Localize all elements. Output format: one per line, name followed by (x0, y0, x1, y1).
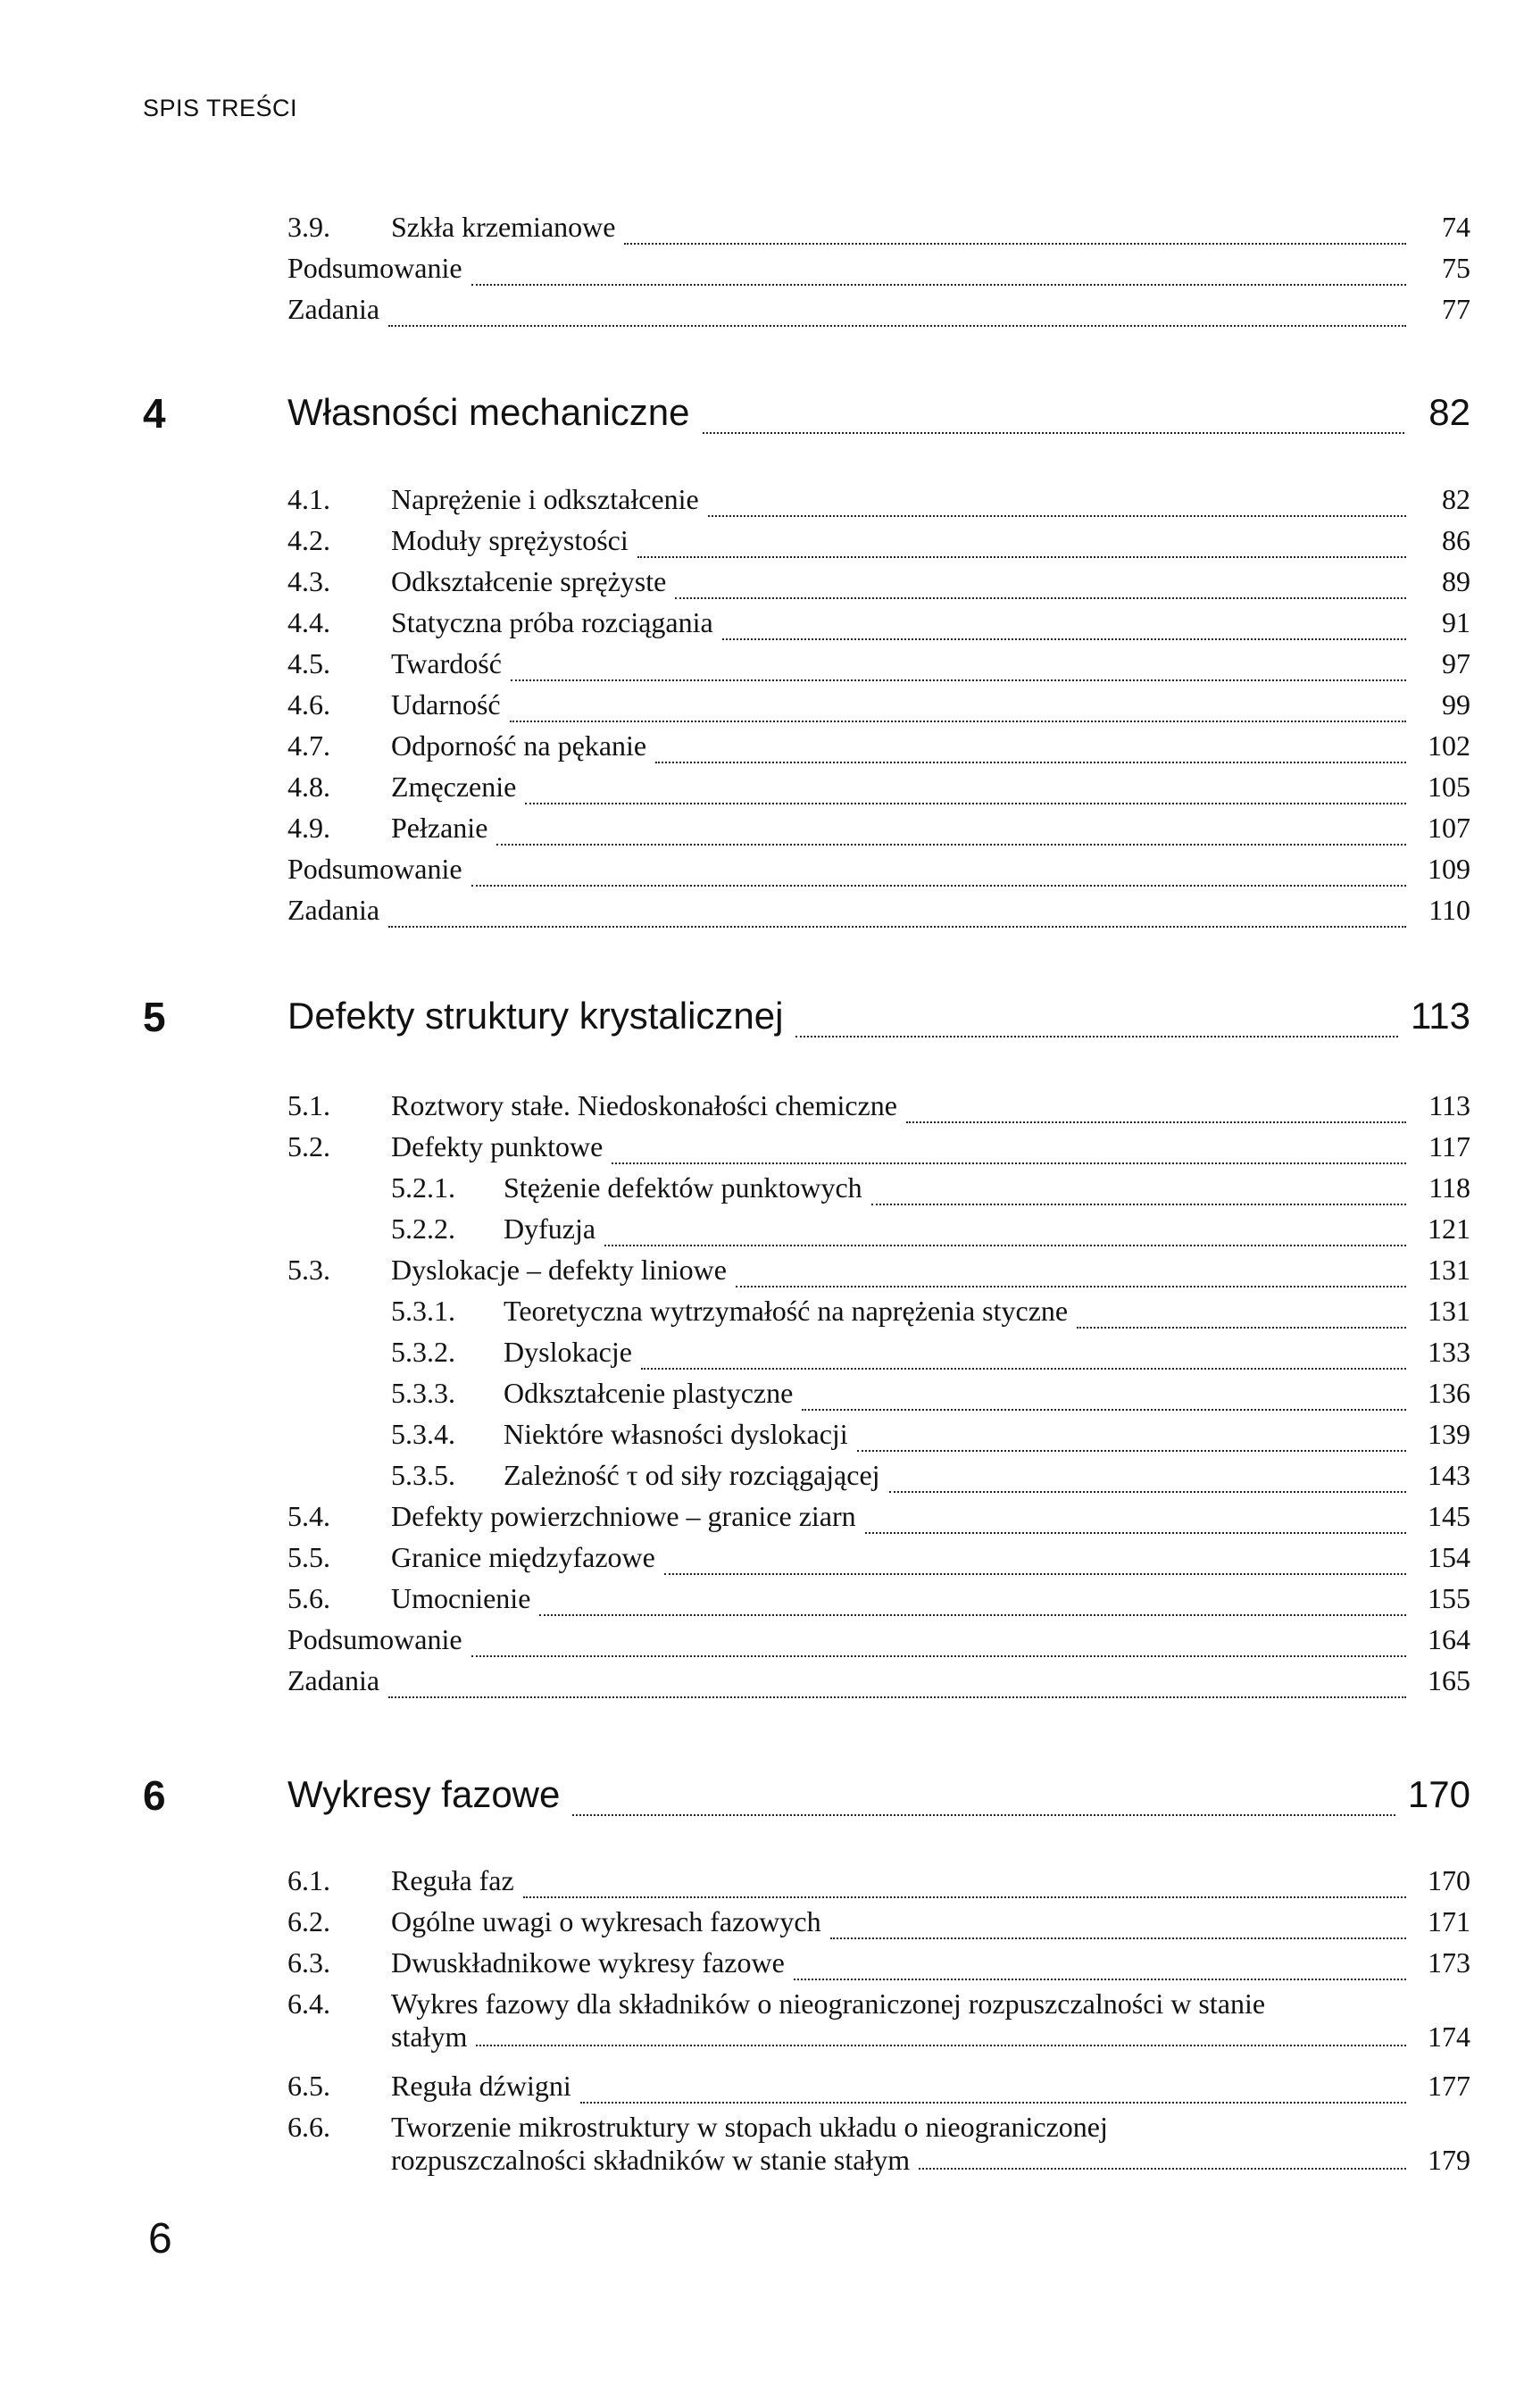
toc-entry[interactable] (287, 606, 1470, 647)
toc-entry[interactable] (287, 1089, 1470, 1130)
toc-entry[interactable] (287, 565, 1470, 606)
toc-entry[interactable] (287, 1664, 1470, 1705)
entry-title: Niektóre własności dyslokacji (504, 1418, 848, 1450)
chapter-number: 5 (143, 994, 166, 1040)
entry-page: 118 (1428, 1171, 1470, 1204)
entry-number: 4.7. (287, 729, 330, 762)
entry-page: 143 (1428, 1459, 1470, 1491)
toc-entry[interactable] (287, 1946, 1470, 1987)
toc-entry[interactable] (287, 524, 1470, 565)
entry-title-line2: stałym (391, 2021, 468, 2053)
toc-entry[interactable] (287, 211, 1470, 252)
entry-number: 5.3.4. (391, 1418, 455, 1450)
entry-page: 164 (1428, 1623, 1470, 1655)
chapter-title: Własności mechaniczne (287, 391, 690, 433)
entry-page: 117 (1428, 1130, 1470, 1162)
entry-title-line1: Tworzenie mikrostruktury w stopach układu o nieograniczonej (391, 2111, 1108, 2143)
leader-dots (857, 1450, 1406, 1452)
leader-dots (471, 284, 1406, 286)
entry-page: 113 (1428, 1089, 1470, 1121)
entry-title: Stężenie defektów punktowych (504, 1171, 862, 1204)
toc-entry[interactable] (287, 1254, 1470, 1295)
entry-title: Teoretyczna wytrzymałość na naprężenia styczne (504, 1295, 1069, 1327)
entry-title: Zmęczenie (391, 771, 517, 803)
toc-entry[interactable] (287, 483, 1470, 524)
chapter-number: 6 (143, 1772, 166, 1819)
entry-title-line1: Wykres fazowy dla składników o nieograniczonej rozpuszczalności w stanie (391, 1987, 1266, 2020)
entry-number: 5.3.3. (391, 1377, 455, 1409)
toc-subentry[interactable] (391, 1459, 1470, 1500)
toc-entry[interactable] (287, 894, 1470, 935)
leader-dots (624, 243, 1406, 245)
toc-entry[interactable] (287, 1130, 1470, 1171)
leader-dots (510, 721, 1406, 722)
entry-title: Reguła faz (391, 1864, 514, 1896)
leader-dots (388, 325, 1406, 327)
leader-dots (906, 1121, 1406, 1123)
leader-dots (802, 1409, 1406, 1411)
entry-number: 5.3.2. (391, 1336, 455, 1368)
toc-entry[interactable] (287, 688, 1470, 729)
entry-number: 4.4. (287, 606, 330, 638)
entry-page: 173 (1428, 1946, 1470, 1979)
chapter-page: 113 (1411, 995, 1470, 1037)
entry-page: 102 (1428, 729, 1470, 762)
entry-title: Pełzanie (391, 812, 488, 844)
leader-dots (525, 803, 1406, 804)
entry-number: 4.2. (287, 524, 330, 556)
entry-title: Moduły sprężystości (391, 524, 629, 556)
leader-dots (722, 638, 1406, 640)
chapter-heading[interactable] (287, 391, 1470, 445)
entry-number: 4.9. (287, 812, 330, 844)
entry-title: Odporność na pękanie (391, 729, 647, 762)
leader-dots (675, 597, 1406, 599)
entry-title: Twardość (391, 647, 502, 679)
entry-page: 86 (1442, 524, 1470, 556)
entry-page: 97 (1442, 647, 1470, 679)
entry-page: 91 (1442, 606, 1470, 638)
entry-title: Zależność τ od siły rozciągającej (504, 1459, 880, 1491)
entry-number: 5.5. (287, 1541, 330, 1573)
toc-entry[interactable] (287, 771, 1470, 812)
leader-dots (865, 1532, 1406, 1534)
entry-title: Granice międzyfazowe (391, 1541, 655, 1573)
entry-title: Zadania (287, 293, 380, 325)
toc-entry[interactable] (287, 1987, 1470, 2070)
entry-title: Reguła dźwigni (391, 2070, 571, 2102)
entry-title: Podsumowanie (287, 853, 462, 885)
entry-page: 89 (1442, 565, 1470, 597)
toc-subentry[interactable] (391, 1336, 1470, 1377)
chapter-heading[interactable] (287, 1773, 1470, 1827)
entry-title: Dyslokacje (504, 1336, 632, 1368)
entry-number: 5.3. (287, 1254, 330, 1286)
leader-dots (641, 1368, 1406, 1370)
leader-dots (637, 556, 1406, 558)
entry-title: Odkształcenie sprężyste (391, 565, 667, 597)
entry-title: Udarność (391, 688, 501, 721)
entry-page: 74 (1442, 211, 1470, 243)
entry-number: 6.6. (287, 2111, 330, 2143)
entry-title: Statyczna próba rozciągania (391, 606, 713, 638)
entry-page: 155 (1428, 1582, 1470, 1614)
entry-title: Naprężenie i odkształcenie (391, 483, 699, 515)
entry-page: 82 (1442, 483, 1470, 515)
entry-title: Defekty powierzchniowe – granice ziarn (391, 1500, 856, 1532)
leader-dots (708, 515, 1406, 517)
entry-title: Defekty punktowe (391, 1130, 604, 1162)
entry-page: 136 (1428, 1377, 1470, 1409)
leader-dots (388, 926, 1406, 928)
leader-dots (612, 1162, 1406, 1164)
entry-number: 4.8. (287, 771, 330, 803)
leader-dots (1077, 1327, 1406, 1329)
entry-title-line2: rozpuszczalności składników w stanie stałym (391, 2144, 911, 2176)
toc-subentry[interactable] (391, 1212, 1470, 1254)
entry-title: Dwuskładnikowe wykresy fazowe (391, 1946, 785, 1979)
entry-number: 6.1. (287, 1864, 330, 1896)
entry-page: 171 (1428, 1905, 1470, 1937)
entry-number: 3.9. (287, 211, 330, 243)
entry-page: 139 (1428, 1418, 1470, 1450)
leader-dots (664, 1573, 1406, 1575)
entry-title: Zadania (287, 1664, 380, 1696)
toc-entry[interactable] (287, 812, 1470, 853)
leader-dots (511, 679, 1406, 681)
chapter-page: 82 (1428, 391, 1470, 433)
leader-dots (794, 1979, 1406, 1980)
entry-number: 5.4. (287, 1500, 330, 1532)
toc-entry[interactable] (287, 853, 1470, 894)
leader-dots (388, 1696, 1406, 1698)
entry-title: Szkła krzemianowe (391, 211, 616, 243)
leader-dots (830, 1937, 1406, 1939)
chapter-title: Wykresy fazowe (287, 1773, 561, 1815)
entry-title: Ogólne uwagi o wykresach fazowych (391, 1905, 821, 1937)
entry-number: 5.6. (287, 1582, 330, 1614)
toc-entry[interactable] (287, 252, 1470, 293)
leader-dots (604, 1245, 1406, 1246)
leader-dots (889, 1491, 1406, 1493)
leader-dots (580, 2102, 1406, 2104)
entry-number: 5.2.2. (391, 1212, 455, 1245)
entry-number: 6.2. (287, 1905, 330, 1937)
leader-dots (736, 1286, 1406, 1287)
toc-entry[interactable] (287, 1905, 1470, 1946)
entry-page: 133 (1428, 1336, 1470, 1368)
toc-entry[interactable] (287, 1864, 1470, 1905)
entry-page: 145 (1428, 1500, 1470, 1532)
leader-dots (655, 762, 1406, 763)
toc-entry[interactable] (287, 647, 1470, 688)
toc-subentry[interactable] (391, 1377, 1470, 1418)
leader-dots (703, 432, 1404, 434)
entry-page: 154 (1428, 1541, 1470, 1573)
entry-page: 131 (1428, 1254, 1470, 1286)
entry-page: 77 (1442, 293, 1470, 325)
entry-number: 6.3. (287, 1946, 330, 1979)
entry-number: 6.5. (287, 2070, 330, 2102)
leader-dots (871, 1204, 1406, 1205)
entry-title: Podsumowanie (287, 252, 462, 284)
leader-dots (572, 1814, 1395, 1816)
entry-number: 5.2. (287, 1130, 330, 1162)
entry-number: 6.4. (287, 1987, 330, 2020)
page-number: 6 (148, 2215, 172, 2262)
entry-page: 105 (1428, 771, 1470, 803)
entry-page: 131 (1428, 1295, 1470, 1327)
entry-page: 177 (1428, 2070, 1470, 2102)
leader-dots (795, 1036, 1398, 1037)
entry-title: Podsumowanie (287, 1623, 462, 1655)
leader-dots (539, 1614, 1406, 1616)
entry-page: 174 (1428, 2021, 1470, 2053)
toc-entry[interactable] (287, 1582, 1470, 1623)
entry-page: 99 (1442, 688, 1470, 721)
entry-number: 5.1. (287, 1089, 330, 1121)
entry-page: 75 (1442, 252, 1470, 284)
entry-number: 4.3. (287, 565, 330, 597)
entry-number: 5.3.5. (391, 1459, 455, 1491)
leader-dots (919, 2168, 1406, 2170)
entry-title: Dyslokacje – defekty liniowe (391, 1254, 727, 1286)
running-head: SPIS TREŚCI (143, 95, 298, 121)
leader-dots (496, 844, 1406, 846)
entry-page: 110 (1428, 894, 1470, 926)
entry-title: Zadania (287, 894, 380, 926)
toc-entry[interactable] (287, 729, 1470, 771)
toc-subentry[interactable] (391, 1295, 1470, 1336)
toc-entry[interactable] (287, 1623, 1470, 1664)
entry-number: 5.3.1. (391, 1295, 455, 1327)
entry-page: 109 (1428, 853, 1470, 885)
chapter-title: Defekty struktury krystalicznej (287, 995, 784, 1037)
entry-title: Dyfuzja (504, 1212, 596, 1245)
entry-number: 5.2.1. (391, 1171, 455, 1204)
toc-subentry[interactable] (391, 1171, 1470, 1212)
entry-number: 4.5. (287, 647, 330, 679)
entry-page: 165 (1428, 1664, 1470, 1696)
entry-title: Odkształcenie plastyczne (504, 1377, 794, 1409)
entry-page: 179 (1428, 2144, 1470, 2176)
toc-entry[interactable] (287, 2111, 1470, 2193)
toc-entry[interactable] (287, 1541, 1470, 1582)
leader-dots (471, 1655, 1406, 1657)
leader-dots (523, 1896, 1406, 1898)
chapter-number: 4 (143, 390, 166, 437)
chapter-page: 170 (1407, 1773, 1470, 1815)
entry-number: 4.6. (287, 688, 330, 721)
leader-dots (471, 885, 1406, 887)
entry-page: 170 (1428, 1864, 1470, 1896)
entry-title: Umocnienie (391, 1582, 531, 1614)
toc-entry[interactable] (287, 2070, 1470, 2111)
toc-subentry[interactable] (391, 1418, 1470, 1459)
entry-page: 107 (1428, 812, 1470, 844)
chapter-heading[interactable] (287, 995, 1470, 1048)
entry-title: Roztwory stałe. Niedoskonałości chemiczne (391, 1089, 897, 1121)
toc-entry[interactable] (287, 1500, 1470, 1541)
entry-page: 121 (1428, 1212, 1470, 1245)
entry-number: 4.1. (287, 483, 330, 515)
leader-dots (476, 2045, 1406, 2046)
toc-entry[interactable] (287, 293, 1470, 334)
